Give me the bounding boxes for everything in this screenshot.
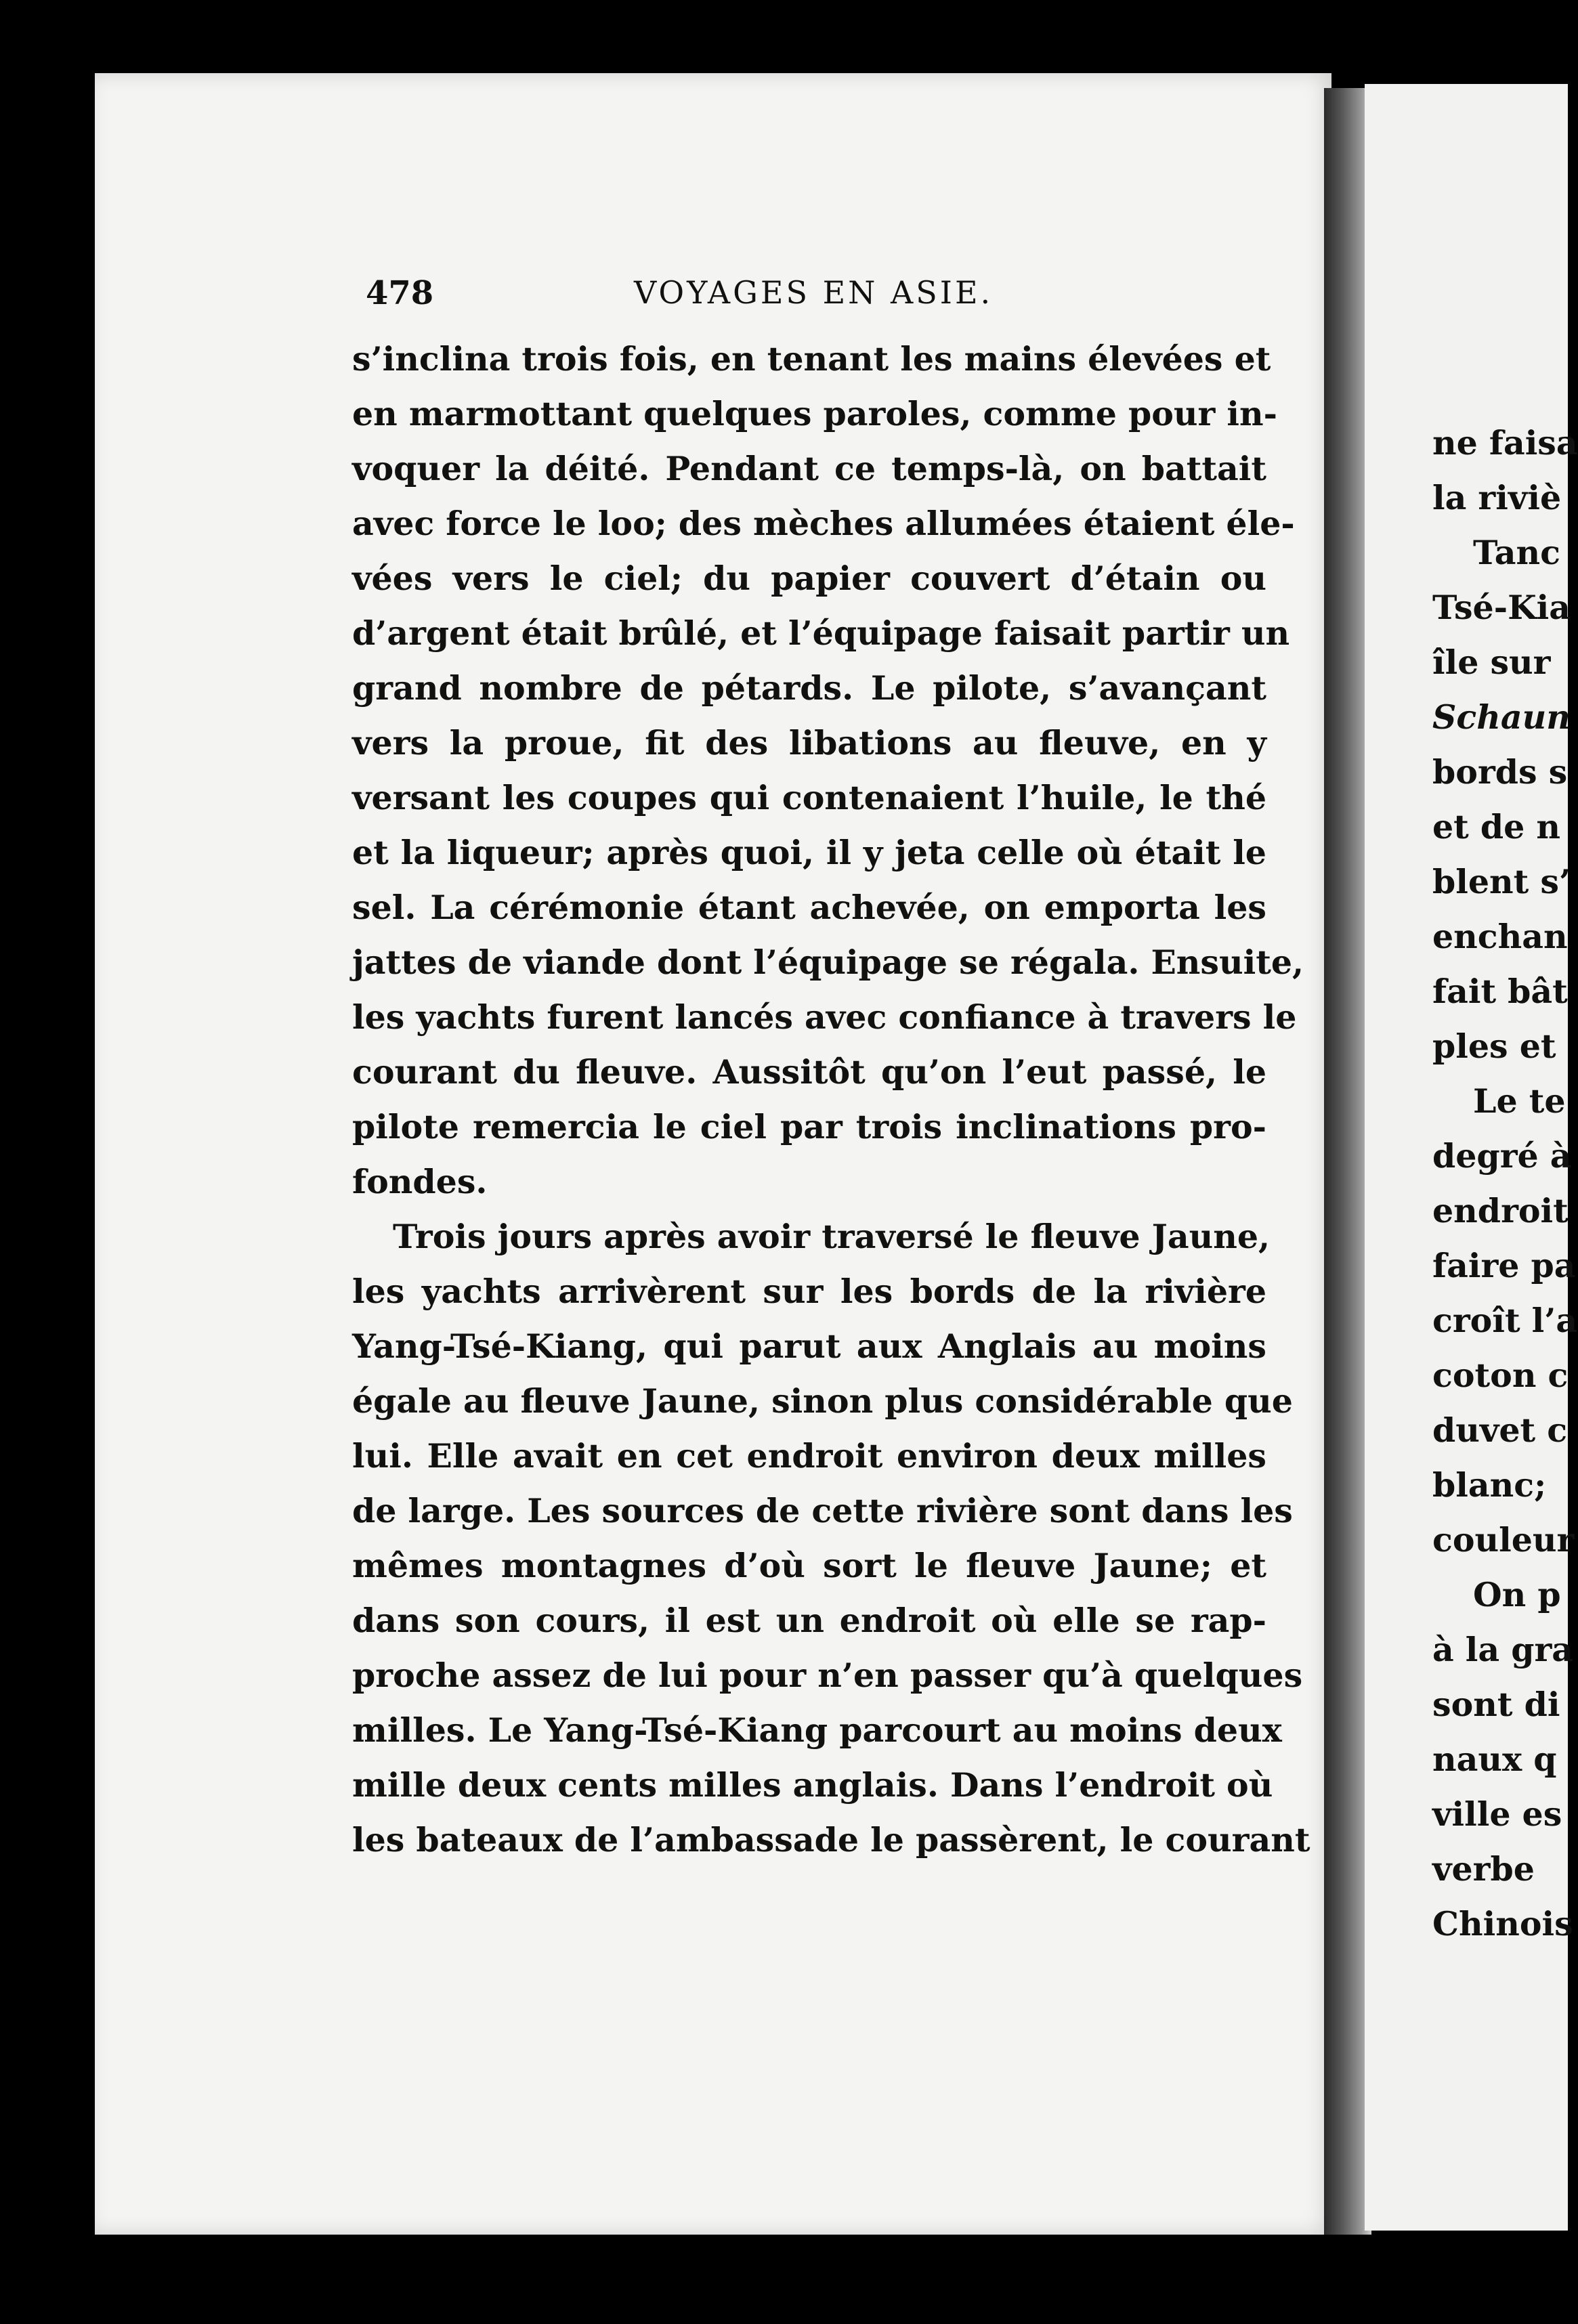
text-line: s’inclina trois fois, en tenant les mains élevées et (352, 339, 1271, 379)
text-line: en marmottant quelques paroles, comme pour in- (352, 394, 1277, 433)
right-text-line: croît l’a (1432, 1301, 1578, 1340)
text-line: les yachts arrivèrent sur les bords de la rivière (352, 1272, 1266, 1311)
right-text-line: fait bât (1432, 972, 1568, 1011)
running-title: VOYAGES EN ASIE. (634, 274, 994, 311)
text-line: mille deux cents milles anglais. Dans l’endroit où (352, 1765, 1273, 1805)
right-text-line: ples et (1432, 1027, 1556, 1066)
right-text-line: On p (1473, 1575, 1561, 1614)
body-text (352, 332, 1310, 1868)
text-line: proche assez de lui pour n’en passer qu’à quelques (352, 1656, 1303, 1695)
text-line: pilote remercia le ciel par trois inclinations pro- (352, 1107, 1266, 1146)
right-text-line: Chinois (1432, 1904, 1573, 1943)
right-text-line: et de n (1432, 807, 1560, 846)
right-text-line: verbe (1432, 1849, 1535, 1889)
right-text-line: ville es (1432, 1794, 1562, 1834)
text-line: milles. Le Yang-Tsé-Kiang parcourt au moins deux (352, 1710, 1282, 1750)
right-text-line: bords s (1432, 752, 1568, 792)
text-line: vers la proue, fit des libations au fleuve, en y (352, 723, 1266, 762)
right-text-line: sont di (1432, 1685, 1560, 1724)
right-text-line: naux q (1432, 1740, 1557, 1779)
text-line: lui. Elle avait en cet endroit environ deux milles (352, 1436, 1266, 1476)
right-text-line: Tanc (1473, 533, 1560, 572)
right-text-line: ne faisa (1432, 423, 1578, 462)
right-text-line: Tsé-Kia (1432, 588, 1571, 627)
right-text-line: île sur (1432, 643, 1551, 682)
right-text-line: enchan (1432, 917, 1568, 956)
text-line: les bateaux de l’ambassade le passèrent, le courant (352, 1820, 1310, 1859)
text-line: voquer la déité. Pendant ce temps-là, on battait (352, 449, 1266, 488)
page-number: 478 (366, 274, 434, 312)
text-line: courant du fleuve. Aussitôt qu’on l’eut passé, le (352, 1052, 1266, 1092)
right-text-line: coton c (1432, 1356, 1569, 1395)
text-line: jattes de viande dont l’équipage se régala. Ensuite, (352, 943, 1304, 982)
right-page-text (1432, 416, 1578, 1952)
text-line: grand nombre de pétards. Le pilote, s’avançant (352, 668, 1266, 708)
right-page (1365, 84, 1578, 2231)
text-line: Trois jours après avoir traversé le fleuve Jaune, (393, 1217, 1271, 1256)
right-text-line: endroit (1432, 1191, 1569, 1230)
text-line: fondes. (352, 1162, 488, 1201)
text-line: dans son cours, il est un endroit où elle se rap- (352, 1601, 1266, 1640)
right-text-line: à la gra (1432, 1630, 1574, 1669)
page-header (366, 274, 1273, 322)
text-line: d’argent était brûlé, et l’équipage faisait partir un (352, 614, 1290, 653)
text-line: versant les coupes qui contenaient l’huile, le thé (352, 778, 1266, 817)
right-text-line: blanc; (1432, 1465, 1547, 1505)
text-line: avec force le loo; des mèches allumées étaient éle- (352, 504, 1295, 543)
text-line: sel. La cérémonie étant achevée, on emporta les (352, 888, 1266, 927)
text-line: vées vers le ciel; du papier couvert d’étain ou (352, 559, 1266, 598)
text-line: mêmes montagnes d’où sort le fleuve Jaune; et (352, 1546, 1266, 1585)
text-line: de large. Les sources de cette rivière sont dans les (352, 1491, 1293, 1530)
right-text-line: faire pa (1432, 1246, 1576, 1285)
right-text-line: la riviè (1432, 478, 1562, 517)
right-text-line: blent s’ (1432, 862, 1571, 901)
text-line: égale au fleuve Jaune, sinon plus considérable que (352, 1381, 1293, 1421)
text-line: et la liqueur; après quoi, il y jeta celle où était le (352, 833, 1266, 872)
right-text-line: Le te (1473, 1081, 1566, 1121)
text-line: les yachts furent lancés avec confiance à travers le (352, 997, 1297, 1037)
right-text-line: degré à (1432, 1136, 1572, 1176)
right-text-line: Schaun (1432, 697, 1571, 737)
text-line: Yang-Tsé-Kiang, qui parut aux Anglais au moins (352, 1327, 1266, 1366)
right-text-line: duvet c (1432, 1411, 1568, 1450)
scan-mark (880, 2279, 908, 2306)
right-text-line: couleur (1432, 1520, 1575, 1559)
